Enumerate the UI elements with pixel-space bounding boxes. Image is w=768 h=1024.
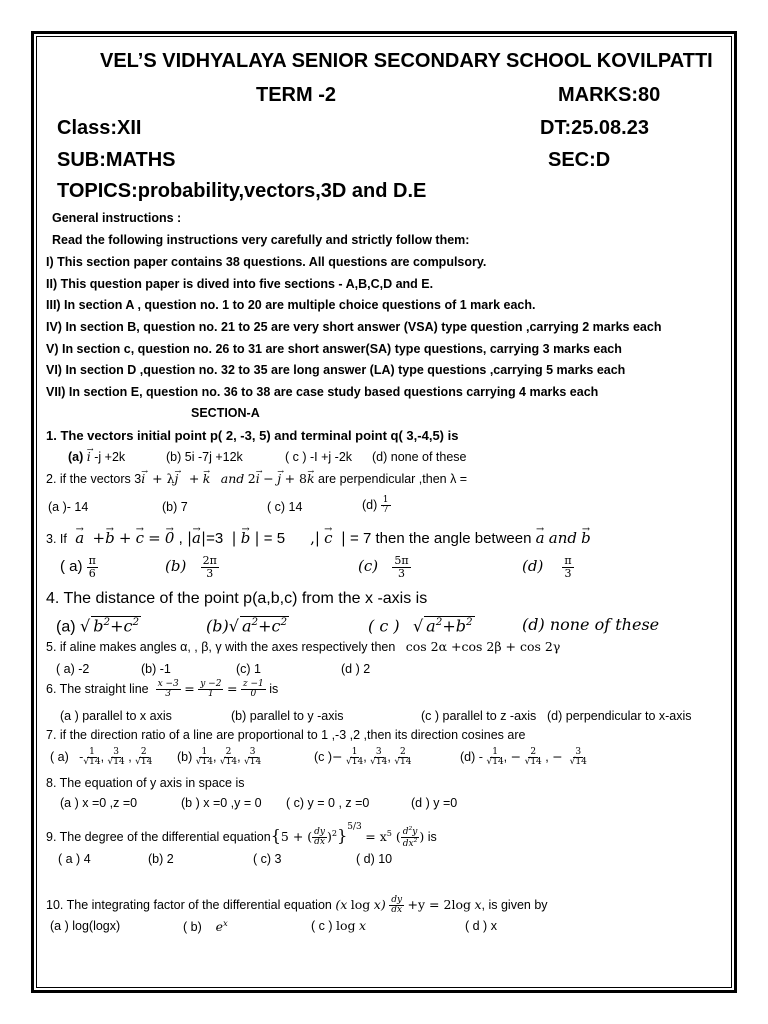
q2-option-b: (b) 7 (162, 500, 188, 514)
instruction-item: V) In section c, question no. 26 to 31 are short answer(SA) type questions, carrying 3 marks each (46, 342, 622, 356)
instruction-item: III) In section A , question no. 1 to 20 are multiple choice questions of 1 mark each. (46, 298, 536, 312)
q5-option-c: (c) 1 (236, 662, 261, 676)
q10-text: 10. The integrating factor of the differential equation (x log x) $\frac{dy}{dx}$ +y = 2log x, is given by (46, 895, 548, 916)
section-a-title: SECTION-A (191, 406, 260, 420)
q1-option-d: (d) none of these (372, 450, 467, 464)
q4-option-b: (b)√ $a^2+c^2$ (206, 616, 288, 636)
q8-option-a: (a ) x =0 ,z =0 (60, 796, 138, 810)
section-label: SEC:D (548, 149, 611, 171)
q10-option-b: ( b) $e^x$ (183, 918, 228, 935)
school-name: VEL’S VIDHYALAYA SENIOR SECONDARY SCHOOL KOVILPATTI (100, 50, 713, 72)
instructions-title: General instructions : (52, 211, 182, 225)
q9-option-c: ( c) 3 (253, 852, 282, 866)
date-label: DT:25.08.23 (540, 117, 649, 139)
instruction-item: IV) In section B, question no. 21 to 25 are very short answer (VSA) type question ,carrying 2 marks each (46, 320, 662, 334)
q3-text: 3. If → a +→ b + → c = → 0 , |→ a|=3 | → b | = 5 ,| → c | = 7 then the angle between → a and → b (46, 530, 591, 547)
q2-option-d: (d) $\frac{1}{7}$ (362, 495, 389, 516)
q3-option-c: (c) $\frac{5\pi}{3}$ (358, 554, 409, 580)
q10-option-a: (a ) log(logx) (50, 919, 121, 933)
q5-option-d: (d ) 2 (341, 662, 371, 676)
q1-option-a: (a) → i -j +2k (68, 450, 125, 464)
q10-option-d: ( d ) x (465, 919, 497, 933)
q4-text: 4. The distance of the point p(a,b,c) from the x -axis is (46, 590, 428, 607)
marks-label: MARKS:80 (558, 84, 661, 106)
q6-option-b: (b) parallel to y -axis (231, 709, 344, 723)
subject-label: SUB:MATHS (57, 149, 176, 171)
instruction-item: VII) In section E, question no. 36 to 38 are case study based questions carrying 4 marks each (46, 385, 599, 399)
q4-option-d: (d) none of these (522, 615, 660, 634)
instruction-item: VI) In section D ,question no. 32 to 35 are long answer (LA) type questions ,carrying 5 marks each (46, 363, 626, 377)
q1-option-c: ( c ) -I +j -2k (285, 450, 353, 464)
q8-option-d: (d ) y =0 (411, 796, 458, 810)
q5-text: 5. if aline makes angles α, , β, γ with the axes respectively then cos 2α +cos 2β + cos 2γ (46, 639, 561, 654)
instruction-item: II) This question paper is dived into five sections - A,B,C,D and E. (46, 277, 434, 291)
q3-option-b: (b) $\frac{2\pi}{3}$ (165, 554, 217, 580)
q10-option-c: ( c ) log x (311, 918, 367, 933)
q2-option-c: ( c) 14 (267, 500, 303, 514)
q7-option-a: ( a) - $\frac{1}{√14}$ , $\frac{3}{√14}$ , $\frac{2}{√14}$ (50, 747, 153, 768)
q2-option-a: (a )- 14 (48, 500, 89, 514)
class-label: Class:XII (57, 117, 142, 139)
q4-option-c: ( c ) √ $a^2+b^2$ (368, 616, 473, 636)
q7-option-d: (d) - $\frac{1}{√14}$ , − $\frac{2}{√14}$ , − $\frac{3}{√14}$ (460, 747, 587, 768)
q9-text: 9. The degree of the differential equation{5 + ( $\frac{dy}{dx}$ )$^2\}^{5/3} = x^5$ ( $\frac{d^2y}{dx^2}$ ) is (46, 822, 437, 850)
q2-text: 2. if the vectors 3→ i + λ→ j + → k and 2→ i − → j + 8→ k are perpendicular ,then λ = (46, 472, 467, 486)
q8-option-c: ( c) y = 0 , z =0 (286, 796, 370, 810)
q5-option-a: ( a) -2 (56, 662, 90, 676)
q6-option-c: (c ) parallel to z -axis (421, 709, 537, 723)
q9-option-a: ( a ) 4 (58, 852, 91, 866)
topics-label: TOPICS:probability,vectors,3D and D.E (57, 180, 427, 202)
q8-option-b: (b ) x =0 ,y = 0 (181, 796, 262, 810)
instructions-intro: Read the following instructions very carefully and strictly follow them: (52, 233, 470, 247)
q5-option-b: (b) -1 (141, 662, 171, 676)
q8-text: 8. The equation of y axis in space is (46, 776, 245, 790)
q6-text: 6. The straight line $\frac{x -3}{3}$ = $\frac{y -2}{1}$ = $\frac{z -1}{0}$ is (46, 679, 279, 700)
q3-option-a: ( a) $\frac{\pi}{6}$ (60, 554, 96, 580)
q7-option-b: (b) $\frac{1}{√14}$ , $\frac{2}{√14}$ , $\frac{3}{√14}$ (177, 747, 262, 768)
term-label: TERM -2 (256, 84, 336, 106)
q7-text: 7. if the direction ratio of a line are proportional to 1 ,-3 ,2 ,then its direction cosines are (46, 728, 526, 742)
q4-option-a: (a) √ $b^2+c^2$ (56, 616, 140, 636)
q1-option-b: (b) 5i -7j +12k (166, 450, 243, 464)
q6-option-d: (d) perpendicular to x-axis (547, 709, 692, 723)
q1-text: 1. The vectors initial point p( 2, -3, 5) and terminal point q( 3,-4,5) is (46, 428, 459, 443)
instruction-item: I) This section paper contains 38 questions. All questions are compulsory. (46, 255, 487, 269)
q9-option-b: (b) 2 (148, 852, 174, 866)
q9-option-d: ( d) 10 (356, 852, 393, 866)
q6-option-a: (a ) parallel to x axis (60, 709, 172, 723)
q7-option-c: (c )− $\frac{1}{√14}$ , $\frac{3}{√14}$ , $\frac{2}{√14}$ (314, 747, 412, 768)
q3-option-d: (d) $\frac{\pi}{3}$ (522, 554, 572, 580)
